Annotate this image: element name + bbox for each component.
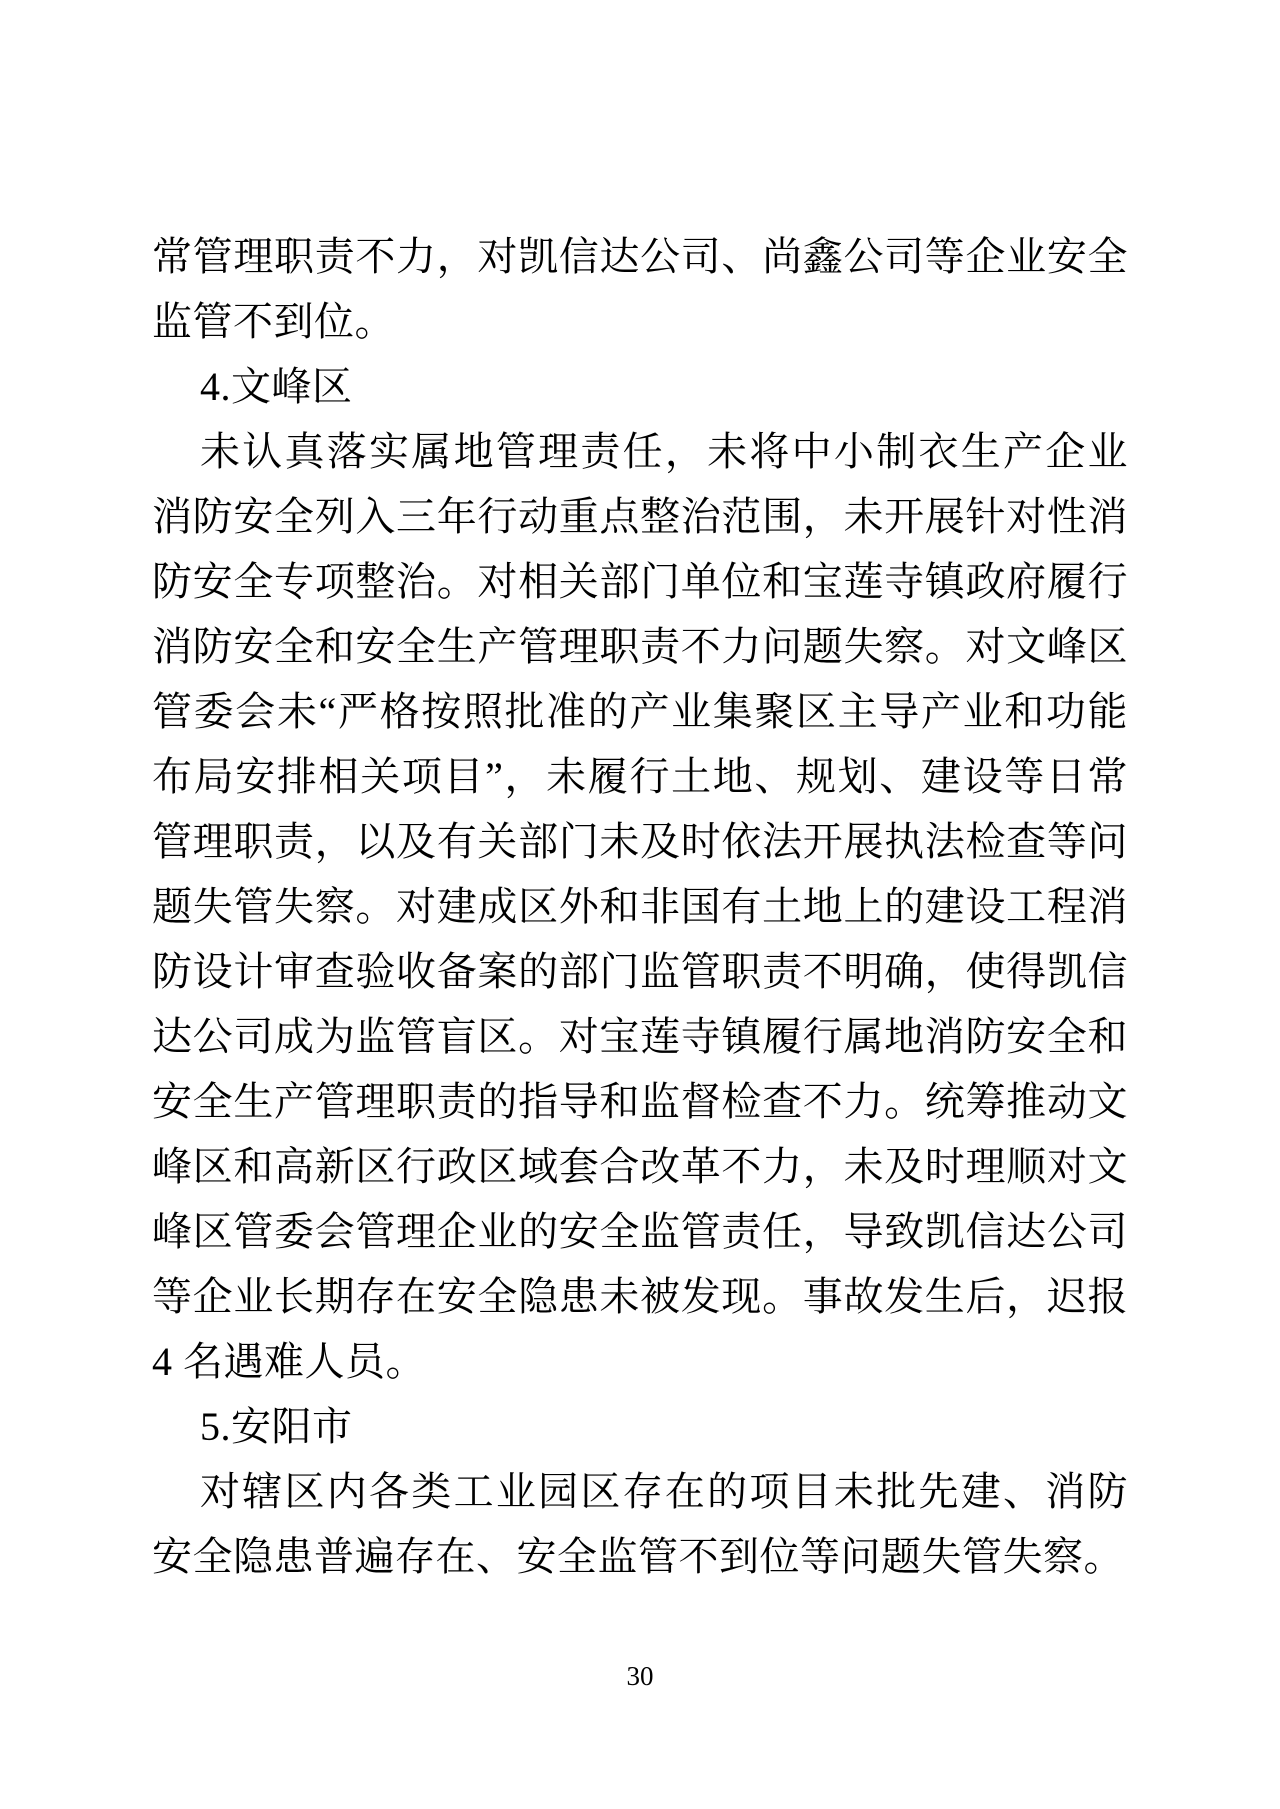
paragraph-wenfeng-findings: 未认真落实属地管理责任，未将中小制衣生产企业消防安全列入三年行动重点整治范围，未开展针对性消防安全专项整治。对相关部门单位和宝莲寺镇政府履行消防安全和安全生产管理职责不力问题失察。对文峰区管委会未“严格按照批准的产业集聚区主导产业和功能布局安排相关项目”，未履行土地、规划、建设等日常管理职责，以及有关部门未及时依法开展执法检查等问题失管失察。对建成区外和非国有土地上的建设工程消防设计审查验收备案的部门监管职责不明确，使得凯信达公司成为监管盲区。对宝莲寺镇履行属地消防安全和安全生产管理职责的指导和监督检查不力。统筹推动文峰区和高新区行政区域套合改革不力，未及时理顺对文峰区管委会管理企业的安全监管责任，导致凯信达公司等企业长期存在安全隐患未被发现。事故发生后，迟报 4 名遇难人员。 <box>152 429 1128 1384</box>
section-heading-anyang: 5.安阳市 <box>200 1404 353 1449</box>
page-footer <box>0 1660 1280 1692</box>
paragraph-anyang-findings: 对辖区内各类工业园区存在的项目未批先建、消防安全隐患普遍存在、安全监管不到位等问题失管失察。 <box>152 1469 1128 1579</box>
section-heading-wenfeng: 4.文峰区 <box>200 364 353 409</box>
document-body <box>152 224 1128 1589</box>
paragraph-continuation: 常管理职责不力，对凯信达公司、尚鑫公司等企业安全监管不到位。 <box>152 234 1128 344</box>
page-number: 30 <box>626 1661 654 1691</box>
